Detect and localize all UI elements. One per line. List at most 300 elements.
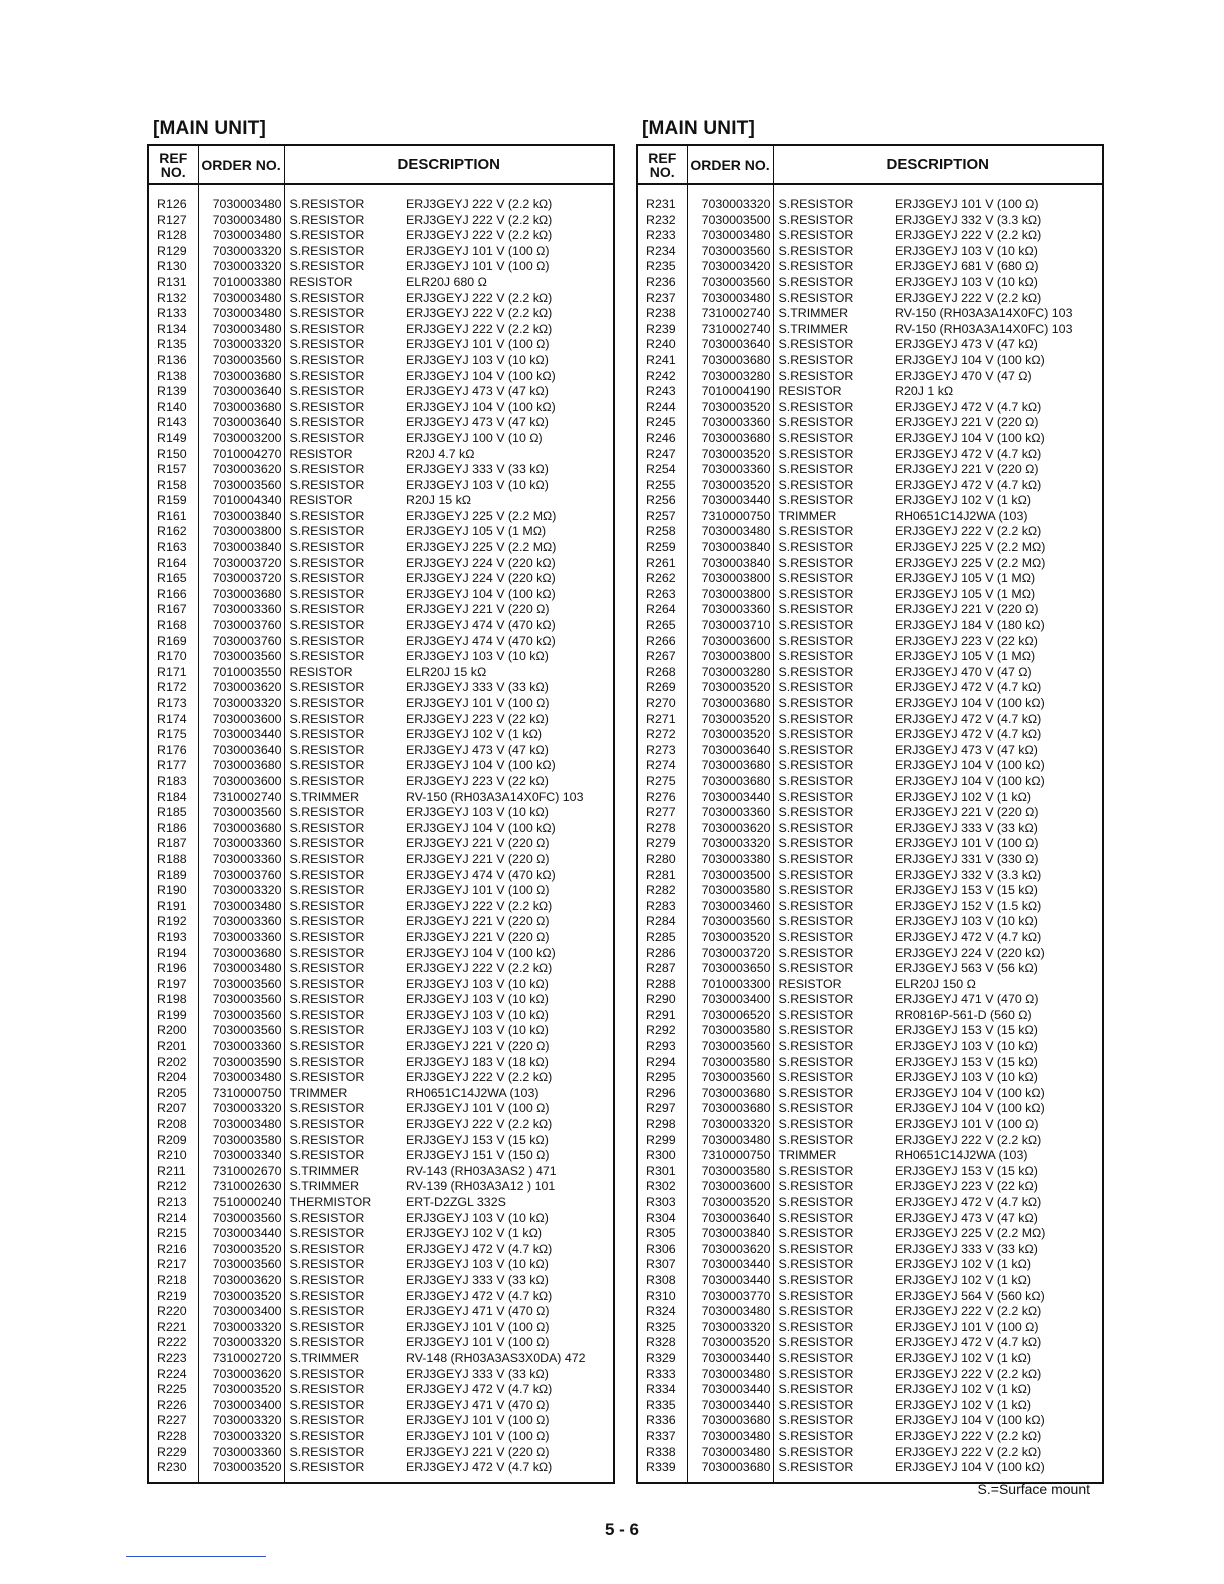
part-type-cell: S.RESISTOR (289, 1319, 365, 1334)
ref-no-cell: R199 (148, 1008, 198, 1024)
part-description-cell: ERJ3GEYJ 222 V (2.2 kΩ) (895, 1428, 1042, 1443)
ref-no-cell: R339 (637, 1460, 687, 1483)
ref-no-cell: R242 (637, 369, 687, 385)
order-no-cell: 7030003480 (687, 1445, 773, 1461)
part-type-cell: S.RESISTOR (778, 352, 854, 367)
part-type-cell: S.RESISTOR (289, 337, 365, 352)
part-type-cell: RESISTOR (778, 976, 842, 991)
part-description-cell: ERJ3GEYJ 474 V (470 kΩ) (406, 618, 556, 633)
part-description-cell: ERJ3GEYJ 472 V (4.7 kΩ) (895, 1195, 1042, 1209)
part-type-cell: S.RESISTOR (778, 1007, 854, 1022)
order-no-cell: 7030003840 (198, 509, 284, 525)
order-no-cell: 7030003800 (198, 524, 284, 540)
ref-no-cell: R157 (148, 462, 198, 478)
part-description-cell: ERJ3GEYJ 101 V (100 Ω) (895, 197, 1039, 211)
part-type-cell: S.RESISTOR (778, 228, 854, 243)
table-row (637, 1289, 1103, 1305)
part-description-cell: ERJ3GEYJ 101 V (100 Ω) (406, 883, 550, 898)
order-no-cell: 7030003440 (687, 1398, 773, 1414)
order-no-cell: 7030003560 (198, 805, 284, 821)
table-row (148, 1335, 614, 1351)
right-section-title: [MAIN UNIT] (642, 118, 756, 139)
order-no-cell: 7030003280 (687, 369, 773, 385)
order-no-cell: 7030003680 (687, 758, 773, 774)
ref-no-cell: R333 (637, 1367, 687, 1383)
order-no-cell: 7030003840 (198, 540, 284, 556)
ref-no-cell: R269 (637, 680, 687, 696)
part-description-cell: ERJ3GEYJ 104 V (100 kΩ) (406, 399, 556, 414)
order-no-header: ORDER NO. (198, 145, 284, 184)
ref-no-cell: R221 (148, 1320, 198, 1336)
table-row (148, 291, 614, 307)
part-description-cell: ELR20J 680 Ω (406, 274, 487, 289)
part-type-cell: S.RESISTOR (778, 1460, 854, 1475)
ref-no-cell: R245 (637, 415, 687, 431)
part-description-cell: ERJ3GEYJ 564 V (560 kΩ) (895, 1288, 1045, 1303)
order-no-cell: 7030003320 (198, 1335, 284, 1351)
part-type-cell: S.RESISTOR (778, 1319, 854, 1334)
order-no-cell: 7030003440 (687, 493, 773, 509)
order-no-cell: 7030003360 (198, 836, 284, 852)
part-description-cell: ERJ3GEYJ 153 V (15 kΩ) (895, 883, 1038, 898)
order-no-cell: 7030003480 (198, 291, 284, 307)
order-no-cell: 7030003320 (198, 1429, 284, 1445)
ref-no-cell: R279 (637, 836, 687, 852)
table-row (148, 384, 614, 400)
table-row (637, 665, 1103, 681)
part-description-cell: ERJ3GEYJ 104 V (100 kΩ) (895, 352, 1045, 367)
order-no-cell: 7310000750 (687, 509, 773, 525)
ref-no-cell: R238 (637, 306, 687, 322)
part-type-cell: S.RESISTOR (778, 602, 854, 617)
part-description-cell: ERJ3GEYJ 222 V (2.2 kΩ) (406, 898, 553, 913)
part-description-cell: ERJ3GEYJ 222 V (2.2 kΩ) (895, 1444, 1042, 1459)
table-row (637, 1320, 1103, 1336)
ref-no-cell: R211 (148, 1164, 198, 1180)
table-row (637, 712, 1103, 728)
order-no-cell: 7030003520 (198, 1382, 284, 1398)
order-no-cell: 7030003360 (198, 1039, 284, 1055)
part-type-cell: S.RESISTOR (778, 493, 854, 508)
ref-no-cell: R202 (148, 1055, 198, 1071)
order-no-cell: 7030003500 (687, 213, 773, 229)
table-row (637, 1382, 1103, 1398)
right-parts-section (636, 114, 1102, 1484)
table-row (637, 602, 1103, 618)
ref-no-cell: R168 (148, 618, 198, 634)
order-no-cell: 7030003760 (198, 634, 284, 650)
part-type-cell: S.RESISTOR (778, 1117, 854, 1132)
order-no-cell: 7030003480 (687, 1367, 773, 1383)
order-no-cell: 7030003360 (687, 602, 773, 618)
ref-no-cell: R150 (148, 447, 198, 463)
part-type-cell: S.RESISTOR (778, 274, 854, 289)
order-no-cell: 7030003520 (687, 400, 773, 416)
order-no-cell: 7030003640 (198, 415, 284, 431)
order-no-cell: 7030003800 (687, 571, 773, 587)
ref-no-cell: R176 (148, 743, 198, 759)
part-description-cell: ERJ3GEYJ 101 V (100 Ω) (406, 1428, 550, 1443)
order-no-cell: 7030003320 (687, 836, 773, 852)
order-no-cell: 7010003550 (198, 665, 284, 681)
part-description-cell: RV-150 (RH03A3A14X0FC) 103 (895, 321, 1073, 336)
part-type-cell: S.RESISTOR (778, 961, 854, 976)
part-description-cell: ERJ3GEYJ 473 V (47 kΩ) (406, 742, 549, 757)
order-no-cell: 7030003680 (198, 587, 284, 603)
part-type-cell: S.RESISTOR (289, 649, 365, 664)
part-description-cell: ERJ3GEYJ 471 V (470 Ω) (406, 1397, 550, 1412)
order-no-cell: 7030003520 (687, 930, 773, 946)
part-type-cell: S.RESISTOR (289, 618, 365, 633)
left-parts-table (147, 144, 615, 1484)
part-type-cell: S.RESISTOR (289, 1054, 365, 1069)
table-row (637, 1398, 1103, 1414)
order-no-cell: 7030003440 (687, 1351, 773, 1367)
ref-no-cell: R183 (148, 774, 198, 790)
order-no-cell: 7030003620 (687, 821, 773, 837)
table-row (637, 1148, 1103, 1164)
part-description-cell: ERJ3GEYJ 101 V (100 Ω) (406, 1335, 550, 1350)
ref-no-cell: R134 (148, 322, 198, 338)
ref-no-cell: R207 (148, 1101, 198, 1117)
order-no-cell: 7030003480 (198, 228, 284, 244)
part-type-cell: S.RESISTOR (778, 399, 854, 414)
part-type-cell: S.RESISTOR (289, 1335, 365, 1350)
part-type-cell: S.RESISTOR (778, 1444, 854, 1459)
ref-no-cell: R177 (148, 758, 198, 774)
ref-no-cell: R259 (637, 540, 687, 556)
table-row (148, 821, 614, 837)
ref-no-cell: R167 (148, 602, 198, 618)
order-no-cell: 7030003520 (687, 727, 773, 743)
order-no-cell: 7030003320 (198, 259, 284, 275)
ref-no-cell: R228 (148, 1429, 198, 1445)
ref-no-cell: R138 (148, 369, 198, 385)
part-description-cell: ERJ3GEYJ 152 V (1.5 kΩ) (895, 898, 1042, 913)
table-row (637, 337, 1103, 353)
part-type-cell: S.RESISTOR (289, 867, 365, 882)
table-row (637, 1351, 1103, 1367)
ref-no-cell: R290 (637, 992, 687, 1008)
order-no-cell: 7030003640 (687, 1211, 773, 1227)
table-row (637, 868, 1103, 884)
order-no-cell: 7030003560 (198, 1211, 284, 1227)
table-row (148, 1367, 614, 1383)
order-no-cell: 7030003320 (687, 1117, 773, 1133)
table-row (637, 1133, 1103, 1149)
part-type-cell: S.RESISTOR (289, 1444, 365, 1459)
table-row (637, 1086, 1103, 1102)
part-description-cell: ERJ3GEYJ 471 V (470 Ω) (895, 992, 1039, 1007)
order-no-cell: 7010004270 (198, 447, 284, 463)
order-no-cell: 7030003480 (687, 291, 773, 307)
part-type-cell: S.RESISTOR (289, 898, 365, 913)
order-no-cell: 7030003320 (198, 1320, 284, 1336)
ref-no-cell: R262 (637, 571, 687, 587)
part-type-cell: S.RESISTOR (289, 805, 365, 820)
table-row (637, 1460, 1103, 1483)
ref-no-cell: R325 (637, 1320, 687, 1336)
table-row (637, 1335, 1103, 1351)
part-type-cell: S.RESISTOR (289, 727, 365, 742)
part-description-cell: ERJ3GEYJ 103 V (10 kΩ) (406, 805, 549, 820)
order-no-cell: 7030003360 (198, 914, 284, 930)
table-row (148, 524, 614, 540)
order-no-cell: 7030003280 (687, 665, 773, 681)
table-row (637, 1039, 1103, 1055)
surface-mount-footnote: S.=Surface mount (977, 1481, 1090, 1497)
part-type-cell: S.RESISTOR (778, 1304, 854, 1319)
table-row (148, 805, 614, 821)
part-description-cell: ERJ3GEYJ 221 V (220 Ω) (895, 805, 1039, 820)
order-no-cell: 7030003200 (198, 431, 284, 447)
part-type-cell: S.RESISTOR (778, 430, 854, 445)
order-no-cell: 7030003560 (198, 1257, 284, 1273)
part-type-cell: S.RESISTOR (778, 1054, 854, 1069)
ref-no-cell: R243 (637, 384, 687, 400)
ref-no-cell: R204 (148, 1070, 198, 1086)
ref-no-cell: R268 (637, 665, 687, 681)
part-type-cell: S.RESISTOR (778, 446, 854, 461)
order-no-cell: 7030003840 (687, 1226, 773, 1242)
ref-no-cell: R198 (148, 992, 198, 1008)
part-description-cell: R20J 15 kΩ (406, 493, 472, 508)
ref-no-cell: R140 (148, 400, 198, 416)
part-description-cell: ERJ3GEYJ 473 V (47 kΩ) (895, 742, 1038, 757)
part-description-cell: ERJ3GEYJ 472 V (4.7 kΩ) (895, 446, 1042, 461)
part-description-cell: ERJ3GEYJ 222 V (2.2 kΩ) (406, 197, 553, 211)
part-type-cell: S.RESISTOR (778, 1350, 854, 1365)
order-no-cell: 7030003360 (198, 930, 284, 946)
ref-no-cell: R286 (637, 946, 687, 962)
table-row (637, 821, 1103, 837)
ref-no-cell: R277 (637, 805, 687, 821)
part-description-cell: ERJ3GEYJ 222 V (2.2 kΩ) (406, 1117, 553, 1132)
ref-no-cell: R288 (637, 977, 687, 993)
part-type-cell: S.RESISTOR (778, 1070, 854, 1085)
ref-no-cell: R190 (148, 883, 198, 899)
ref-no-cell: R234 (637, 244, 687, 260)
part-type-cell: S.RESISTOR (778, 1179, 854, 1194)
part-type-cell: S.RESISTOR (778, 664, 854, 679)
part-type-cell: THERMISTOR (289, 1195, 372, 1209)
ref-no-cell: R212 (148, 1179, 198, 1195)
table-row (148, 1148, 614, 1164)
table-row (148, 275, 614, 291)
part-description-cell: ERJ3GEYJ 472 V (4.7 kΩ) (406, 1241, 553, 1256)
part-type-cell: S.RESISTOR (289, 1272, 365, 1287)
table-row (148, 369, 614, 385)
part-description-cell: ERJ3GEYJ 104 V (100 kΩ) (406, 945, 556, 960)
part-description-cell: RV-148 (RH03A3AS3X0DA) 472 (406, 1350, 586, 1365)
part-type-cell: S.RESISTOR (289, 228, 365, 243)
part-description-cell: ERJ3GEYJ 221 V (220 Ω) (406, 1039, 550, 1054)
table-row (637, 353, 1103, 369)
part-description-cell: ERJ3GEYJ 102 V (1 kΩ) (895, 1272, 1031, 1287)
order-no-cell: 7030003480 (687, 1304, 773, 1320)
part-type-cell: S.RESISTOR (778, 929, 854, 944)
table-row (148, 1429, 614, 1445)
ref-no-cell: R229 (148, 1445, 198, 1461)
table-row (148, 1304, 614, 1320)
ref-no-cell: R241 (637, 353, 687, 369)
part-description-cell: ERJ3GEYJ 472 V (4.7 kΩ) (895, 680, 1042, 695)
ref-no-cell: R209 (148, 1133, 198, 1149)
table-row (637, 805, 1103, 821)
order-no-cell: 7030003440 (687, 1273, 773, 1289)
ref-no-cell: R275 (637, 774, 687, 790)
ref-no-cell: R231 (637, 184, 687, 213)
part-type-cell: S.RESISTOR (778, 243, 854, 258)
part-description-cell: ERJ3GEYJ 681 V (680 Ω) (895, 259, 1039, 274)
table-row (148, 447, 614, 463)
part-type-cell: TRIMMER (778, 508, 837, 523)
table-row (637, 275, 1103, 291)
ref-no-cell: R278 (637, 821, 687, 837)
table-row (637, 1101, 1103, 1117)
part-type-cell: S.RESISTOR (289, 462, 365, 477)
order-no-cell: 7030003800 (687, 649, 773, 665)
part-description-cell: ERJ3GEYJ 103 V (10 kΩ) (406, 1210, 549, 1225)
table-row (148, 556, 614, 572)
part-type-cell: S.RESISTOR (778, 1085, 854, 1100)
ref-no-cell: R136 (148, 353, 198, 369)
order-no-cell: 7030003720 (198, 556, 284, 572)
table-row (148, 1195, 614, 1211)
part-description-cell: ERJ3GEYJ 333 V (33 kΩ) (406, 1366, 549, 1381)
ref-no-cell: R297 (637, 1101, 687, 1117)
table-row (637, 184, 1103, 213)
ref-no-cell: R291 (637, 1008, 687, 1024)
part-type-cell: S.TRIMMER (289, 1179, 360, 1194)
order-no-cell: 7030003560 (198, 649, 284, 665)
order-no-cell: 7010004190 (687, 384, 773, 400)
ref-no-cell: R296 (637, 1086, 687, 1102)
part-type-cell: S.TRIMMER (289, 1350, 360, 1365)
ref-no-cell: R305 (637, 1226, 687, 1242)
part-type-cell: S.RESISTOR (778, 711, 854, 726)
part-description-cell: ERJ3GEYJ 103 V (10 kΩ) (406, 1257, 549, 1272)
ref-no-cell: R235 (637, 259, 687, 275)
ref-no-cell: R189 (148, 868, 198, 884)
table-row (148, 1460, 614, 1483)
table-row (148, 914, 614, 930)
ref-no-cell: R276 (637, 790, 687, 806)
ref-no-cell: R335 (637, 1398, 687, 1414)
part-type-cell: S.RESISTOR (778, 1226, 854, 1241)
part-description-cell: ERJ3GEYJ 221 V (220 Ω) (895, 415, 1039, 430)
table-row (637, 556, 1103, 572)
table-row (148, 259, 614, 275)
table-row (148, 992, 614, 1008)
table-row (637, 1023, 1103, 1039)
part-description-cell: ERJ3GEYJ 224 V (220 kΩ) (406, 571, 556, 586)
ref-no-cell: R216 (148, 1242, 198, 1258)
ref-no-cell: R239 (637, 322, 687, 338)
part-description-cell: ERJ3GEYJ 333 V (33 kΩ) (406, 1272, 549, 1287)
part-description-cell: ERJ3GEYJ 102 V (1 kΩ) (895, 1350, 1031, 1365)
part-description-cell: ERJ3GEYJ 102 V (1 kΩ) (895, 1397, 1031, 1412)
table-row (637, 524, 1103, 540)
order-no-cell: 7310002740 (687, 306, 773, 322)
table-row (637, 228, 1103, 244)
part-description-cell: ERJ3GEYJ 470 V (47 Ω) (895, 664, 1032, 679)
part-description-cell: ERJ3GEYJ 332 V (3.3 kΩ) (895, 212, 1042, 227)
part-type-cell: S.RESISTOR (289, 1101, 365, 1116)
part-type-cell: S.RESISTOR (778, 867, 854, 882)
table-row (148, 790, 614, 806)
table-row (637, 447, 1103, 463)
order-no-cell: 7030003720 (198, 571, 284, 587)
ref-no-cell: R135 (148, 337, 198, 353)
order-no-cell: 7030003580 (687, 1055, 773, 1071)
ref-no-cell: R200 (148, 1023, 198, 1039)
part-type-cell: S.RESISTOR (778, 586, 854, 601)
part-type-cell: S.RESISTOR (778, 1335, 854, 1350)
ref-no-cell: R226 (148, 1398, 198, 1414)
table-row (148, 1101, 614, 1117)
table-row (637, 244, 1103, 260)
table-row (637, 322, 1103, 338)
part-description-cell: ERJ3GEYJ 104 V (100 kΩ) (406, 758, 556, 773)
table-row (148, 1273, 614, 1289)
table-row (637, 306, 1103, 322)
table-row (637, 369, 1103, 385)
part-type-cell: S.RESISTOR (289, 1382, 365, 1397)
part-description-cell: ERJ3GEYJ 100 V (10 Ω) (406, 430, 543, 445)
table-row (637, 587, 1103, 603)
order-no-cell: 7030003620 (687, 1242, 773, 1258)
ref-no-cell: R218 (148, 1273, 198, 1289)
table-row (637, 743, 1103, 759)
table-row (148, 649, 614, 665)
part-type-cell: S.RESISTOR (778, 259, 854, 274)
part-type-cell: S.RESISTOR (289, 586, 365, 601)
ref-no-cell: R266 (637, 634, 687, 650)
order-no-cell: 7030003360 (198, 602, 284, 618)
ref-no-cell: R304 (637, 1211, 687, 1227)
ref-no-cell: R131 (148, 275, 198, 291)
table-row (148, 930, 614, 946)
order-no-cell: 7030003640 (198, 384, 284, 400)
order-no-cell: 7310002670 (198, 1164, 284, 1180)
order-no-cell: 7030003770 (687, 1289, 773, 1305)
ref-no-cell: R233 (637, 228, 687, 244)
table-row (148, 228, 614, 244)
description-header: DESCRIPTION (284, 145, 614, 184)
table-row (637, 946, 1103, 962)
part-type-cell: S.RESISTOR (778, 1413, 854, 1428)
table-row (148, 743, 614, 759)
ref-no-cell: R300 (637, 1148, 687, 1164)
order-no-cell: 7030003710 (687, 618, 773, 634)
table-row (148, 540, 614, 556)
order-no-cell: 7030003480 (198, 961, 284, 977)
table-row (148, 1133, 614, 1149)
part-description-cell: ERJ3GEYJ 222 V (2.2 kΩ) (406, 212, 553, 227)
table-row (637, 1211, 1103, 1227)
ref-no-cell: R201 (148, 1039, 198, 1055)
order-no-cell: 7010003300 (687, 977, 773, 993)
table-row (637, 696, 1103, 712)
table-row (148, 602, 614, 618)
ref-no-cell: R227 (148, 1413, 198, 1429)
order-no-cell: 7030003480 (198, 1070, 284, 1086)
table-row (148, 618, 614, 634)
right-parts-table (636, 144, 1104, 1484)
table-row (148, 431, 614, 447)
ref-no-cell: R219 (148, 1289, 198, 1305)
